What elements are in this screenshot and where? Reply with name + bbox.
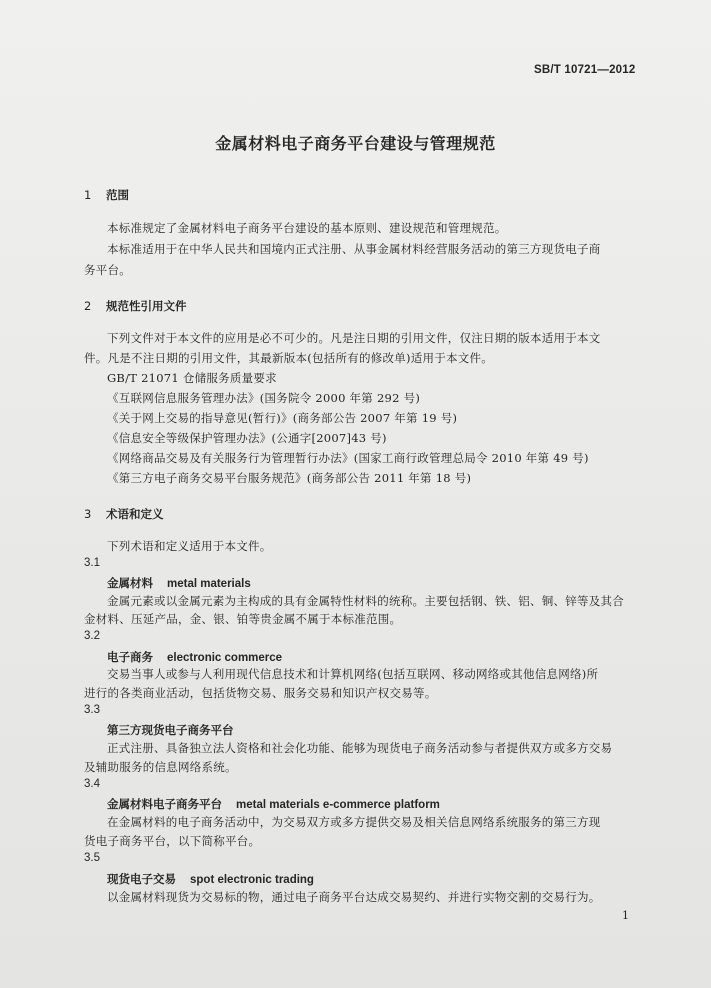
standard-code: SB/T 10721—2012 xyxy=(534,64,636,76)
term-title: 金属材料电子商务平台 metal materials e-commerce platform xyxy=(107,797,440,811)
definition-line: 正式注册、具备独立法人资格和社会化功能、能够为现货电子商务活动参与者提供双方或多方交易 xyxy=(107,741,613,755)
term-number: 3.4 xyxy=(84,778,100,790)
definition-line: 进行的各类商业活动，包括货物交易、服务交易和知识产权交易等。 xyxy=(84,686,437,700)
paragraph-line: 件。凡是不注日期的引用文件，其最新版本(包括所有的修改单)适用于本文件。 xyxy=(84,351,493,365)
section-heading-terms-definitions: 3 术语和定义 xyxy=(84,507,164,521)
term-title: 第三方现货电子商务平台 xyxy=(107,723,234,737)
section-heading-scope: 1 范围 xyxy=(84,188,129,202)
reference-item: 《网络商品交易及有关服务行为管理暂行办法》(国家工商行政管理总局令 2010 年第 49 号) xyxy=(107,451,589,465)
term-title: 现货电子交易 spot electronic trading xyxy=(107,872,314,886)
definition-line: 以金属材料现货为交易标的物，通过电子商务平台达成交易契约、并进行实物交割的交易行为。 xyxy=(107,890,601,904)
definition-line: 金属元素或以金属元素为主构成的具有金属特性材料的统称。主要包括钢、铁、铝、铜、锌等及其合 xyxy=(107,594,624,608)
reference-item: GB/T 21071 仓储服务质量要求 xyxy=(107,371,277,385)
definition-line: 金材料、压延产品，金、银、铂等贵金属不属于本标准范围。 xyxy=(84,612,402,626)
document-title: 金属材料电子商务平台建设与管理规范 xyxy=(215,134,496,153)
paragraph-line: 下列术语和定义适用于本文件。 xyxy=(107,539,272,553)
page-number: 1 xyxy=(622,909,629,922)
reference-item: 《关于网上交易的指导意见(暂行)》(商务部公告 2007 年第 19 号) xyxy=(107,411,458,425)
paragraph-line: 下列文件对于本文件的应用是必不可少的。凡是注日期的引用文件，仅注日期的版本适用于本文 xyxy=(107,331,601,345)
section-heading-normative-references: 2 规范性引用文件 xyxy=(84,299,187,313)
reference-item: 《互联网信息服务管理办法》(国务院令 2000 年第 292 号) xyxy=(107,391,421,405)
term-number: 3.1 xyxy=(84,557,100,569)
term-number: 3.3 xyxy=(84,704,100,716)
definition-line: 在金属材料的电子商务活动中，为交易双方或多方提供交易及相关信息网络系统服务的第三方现 xyxy=(107,815,601,829)
definition-line: 及辅助服务的信息网络系统。 xyxy=(84,760,237,774)
paragraph-line: 务平台。 xyxy=(84,263,131,277)
reference-item: 《第三方电子商务交易平台服务规范》(商务部公告 2011 年第 18 号) xyxy=(107,471,472,485)
term-number: 3.2 xyxy=(84,630,100,642)
paragraph-line: 本标准规定了金属材料电子商务平台建设的基本原则、建设规范和管理规范。 xyxy=(107,221,507,235)
term-title: 金属材料 metal materials xyxy=(107,576,251,590)
definition-line: 交易当事人或参与人利用现代信息技术和计算机网络(包括互联网、移动网络或其他信息网络)所 xyxy=(107,667,599,681)
definition-line: 货电子商务平台，以下简称平台。 xyxy=(84,834,261,848)
term-number: 3.5 xyxy=(84,852,100,864)
term-title: 电子商务 electronic commerce xyxy=(107,650,283,664)
reference-item: 《信息安全等级保护管理办法》(公通字[2007]43 号) xyxy=(107,431,387,445)
paragraph-line: 本标准适用于在中华人民共和国境内正式注册、从事金属材料经营服务活动的第三方现货电子商 xyxy=(107,242,601,256)
